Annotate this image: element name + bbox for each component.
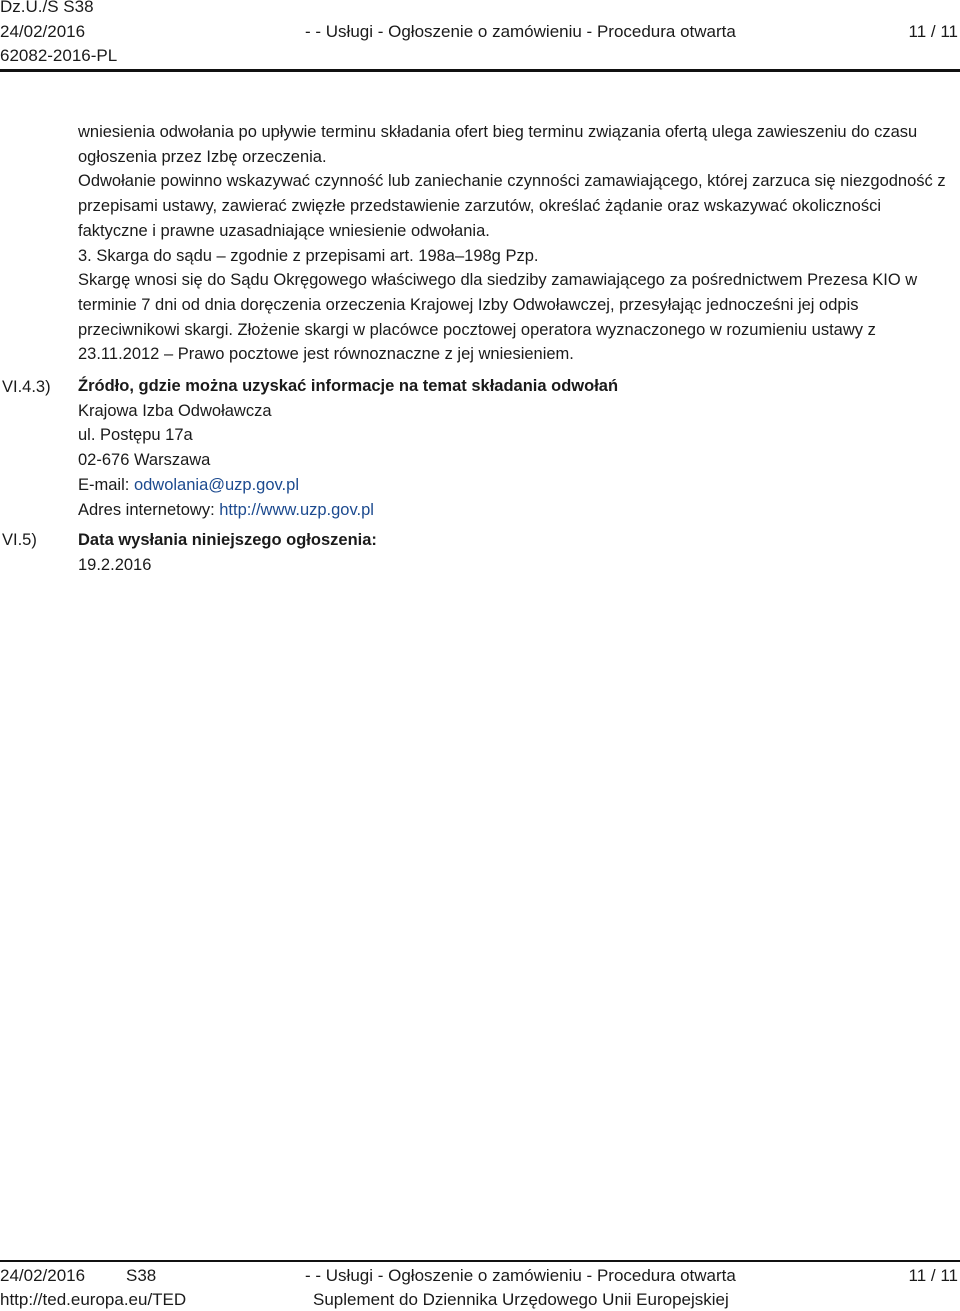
footer-page-number: 11 / 11 bbox=[908, 1266, 958, 1285]
footer-title: - - Usługi - Ogłoszenie o zamówieniu - Procedura otwarta bbox=[305, 1266, 736, 1285]
journal-ref: Dz.U./S S38 bbox=[0, 0, 94, 16]
footer-supplement: Suplement do Dziennika Urzędowego Unii Europejskiej bbox=[313, 1290, 729, 1309]
section-title: Data wysłania niniejszego ogłoszenia: bbox=[78, 531, 377, 549]
footer-rule bbox=[0, 1260, 960, 1262]
header-rule bbox=[0, 69, 960, 72]
dispatch-date: 19.2.2016 bbox=[78, 555, 152, 574]
section-number-vi43: VI.4.3) bbox=[2, 378, 51, 396]
paragraph: Odwołanie powinno wskazywać czynność lub zaniechanie czynności zamawiającego, której zarzuca się niezgodność z przepisami ustawy, zawierać zwięzłe przedstawienie zarzutów, określać żądanie oraz wskazywać okoliczności faktyczne i prawne uzasadniające wniesienie odwołania. bbox=[78, 172, 946, 240]
organisation-name: Krajowa Izba Odwoławcza bbox=[78, 401, 272, 420]
section-title: Źródło, gdzie można uzyskać informacje na temat składania odwołań bbox=[78, 377, 619, 395]
notice-id: 62082-2016-PL bbox=[0, 46, 118, 65]
street-address: ul. Postępu 17a bbox=[78, 426, 193, 445]
email-row bbox=[78, 473, 618, 498]
section-number-vi5: VI.5) bbox=[2, 531, 37, 549]
body-text bbox=[78, 120, 948, 367]
paragraph: Skargę wnosi się do Sądu Okręgowego właściwego dla siedziby zamawiającego za pośrednictwem Prezesa KIO w terminie 7 dni od dnia doręczenia orzeczenia Krajowej Izby Odwoławczej, przesyłając jednocześni jej odpis przeciwnikowi skargi. Złożenie skargi w placówce pocztowej operatora wyznaczonego w rozumieniu ustawy z 23.11.2012 – Prawo pocztowe jest równoznaczne z jej wniesieniem. bbox=[78, 271, 918, 364]
section-vi43 bbox=[78, 374, 618, 522]
header-title: - - Usługi - Ogłoszenie o zamówieniu - Procedura otwarta bbox=[305, 22, 736, 41]
email-label: E-mail: bbox=[78, 475, 130, 494]
website-link[interactable]: http://www.uzp.gov.pl bbox=[219, 500, 374, 519]
postal-city: 02-676 Warszawa bbox=[78, 451, 211, 470]
section-vi5 bbox=[78, 528, 377, 577]
header-date: 24/02/2016 bbox=[0, 22, 86, 41]
paragraph: wniesienia odwołania po upływie terminu składania ofert bieg terminu związania ofertą ulega zawieszeniu do czasu ogłoszenia przez Izbę orzeczenia. bbox=[78, 123, 918, 166]
email-link[interactable]: odwolania@uzp.gov.pl bbox=[133, 475, 299, 494]
website-row bbox=[78, 498, 618, 523]
website-label: Adres internetowy: bbox=[78, 500, 215, 519]
footer-url[interactable]: http://ted.europa.eu/TED bbox=[0, 1290, 187, 1309]
header-page-number: 11 / 11 bbox=[908, 22, 958, 41]
footer-series: S38 bbox=[126, 1266, 157, 1285]
footer-date: 24/02/2016 bbox=[0, 1266, 86, 1285]
paragraph: 3. Skarga do sądu – zgodnie z przepisami art. 198a–198g Pzp. bbox=[78, 246, 539, 265]
